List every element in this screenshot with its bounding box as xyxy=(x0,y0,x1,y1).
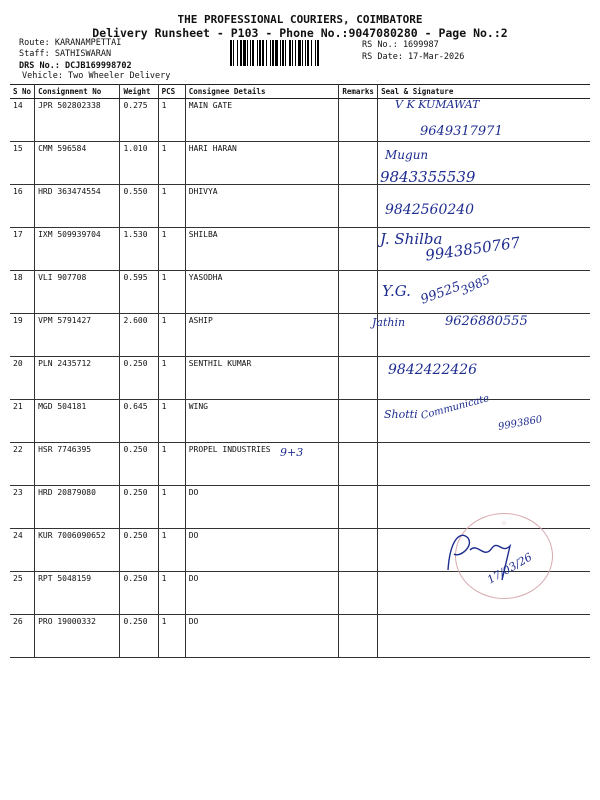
row-weight: 1.530 xyxy=(120,228,158,271)
row-signature xyxy=(378,615,590,658)
row-weight: 0.250 xyxy=(120,443,158,486)
row-remarks xyxy=(339,486,378,529)
table-row xyxy=(10,185,590,228)
row-sno: 14 xyxy=(10,99,35,142)
row-sno: 22 xyxy=(10,443,35,486)
hand-r20-phone: 9842422426 xyxy=(388,362,478,378)
barcode-bar xyxy=(240,40,242,66)
barcode-bar xyxy=(247,40,248,66)
row-sno: 17 xyxy=(10,228,35,271)
handwritten-signature xyxy=(440,520,540,590)
hand-r18-phone-a: 99525 xyxy=(418,279,463,308)
barcode-bar xyxy=(275,40,278,66)
route-label: Route: KARANAMPETTAI xyxy=(19,38,122,48)
row-remarks xyxy=(339,357,378,400)
row-weight: 0.550 xyxy=(120,185,158,228)
rs-date-label: RS Date: 17-Mar-2026 xyxy=(362,52,465,62)
row-remarks xyxy=(339,99,378,142)
row-remarks xyxy=(339,572,378,615)
barcode-bar xyxy=(302,40,303,66)
row-remarks xyxy=(339,529,378,572)
row-consignee: DO xyxy=(185,486,339,529)
row-consignee: SHILBA xyxy=(185,228,339,271)
row-consignment: RPT 5048159 xyxy=(35,572,120,615)
hand-r19-phone: 9626880555 xyxy=(445,314,528,329)
row-sno: 18 xyxy=(10,271,35,314)
row-remarks xyxy=(339,271,378,314)
row-pcs: 1 xyxy=(158,529,185,572)
barcode-bar xyxy=(257,40,258,66)
barcode-bar xyxy=(270,40,271,66)
row-consignment: IXM 509939704 xyxy=(35,228,120,271)
row-pcs: 1 xyxy=(158,142,185,185)
row-consignment: PRO 19000332 xyxy=(35,615,120,658)
row-consignee: YASODHA xyxy=(185,271,339,314)
row-sno: 25 xyxy=(10,572,35,615)
row-remarks xyxy=(339,228,378,271)
row-remarks xyxy=(339,185,378,228)
barcode-bar xyxy=(230,40,232,66)
row-consignment: PLN 2435712 xyxy=(35,357,120,400)
hand-r15-phone: 9843355539 xyxy=(380,168,476,186)
row-sno: 19 xyxy=(10,314,35,357)
hand-r16-phone: 9842560240 xyxy=(385,202,475,218)
barcode-bar xyxy=(289,40,291,66)
barcode-bar xyxy=(250,40,251,66)
row-pcs: 1 xyxy=(158,99,185,142)
row-remarks xyxy=(339,615,378,658)
col-remarks: Remarks xyxy=(339,85,378,99)
row-remarks xyxy=(339,142,378,185)
col-consignment: Consignment No xyxy=(35,85,120,99)
row-consignment: KUR 7006090652 xyxy=(35,529,120,572)
barcode xyxy=(230,40,356,66)
staff-label: Staff: SATHISWARAN xyxy=(19,49,112,59)
row-signature xyxy=(378,443,590,486)
row-consignment: VLI 907708 xyxy=(35,271,120,314)
row-pcs: 1 xyxy=(158,271,185,314)
hand-r17-sig: J. Shilba xyxy=(380,230,443,248)
barcode-bar xyxy=(243,40,246,66)
barcode-bar xyxy=(315,40,316,66)
col-pcs: PCS xyxy=(158,85,185,99)
table-row xyxy=(10,357,590,400)
row-weight: 0.595 xyxy=(120,271,158,314)
row-consignment: JPR 502802338 xyxy=(35,99,120,142)
barcode-bar xyxy=(305,40,306,66)
barcode-bar xyxy=(272,40,274,66)
table-row xyxy=(10,271,590,314)
row-weight: 0.250 xyxy=(120,529,158,572)
row-weight: 0.250 xyxy=(120,486,158,529)
row-consignment: HRD 363474554 xyxy=(35,185,120,228)
company-title: THE PROFESSIONAL COURIERS, COIMBATORE xyxy=(177,13,423,26)
row-sno: 20 xyxy=(10,357,35,400)
vehicle-label: Vehicle: Two Wheeler Delivery xyxy=(22,71,171,81)
col-signature: Seal & Signature xyxy=(378,85,590,99)
row-consignment: MGD 504181 xyxy=(35,400,120,443)
row-consignment: HSR 7746395 xyxy=(35,443,120,486)
barcode-bar xyxy=(295,40,296,66)
row-pcs: 1 xyxy=(158,357,185,400)
row-weight: 0.250 xyxy=(120,357,158,400)
table-row xyxy=(10,142,590,185)
barcode-bar xyxy=(317,40,319,66)
hand-stamp-date: 17/03/26 xyxy=(485,550,535,587)
row-consignee: MAIN GATE xyxy=(185,99,339,142)
table-row xyxy=(10,615,590,658)
hand-r18-phone-b: 3985 xyxy=(458,272,493,298)
hand-r19-sig: Jathin xyxy=(372,316,406,329)
row-weight: 0.250 xyxy=(120,615,158,658)
barcode-bar xyxy=(311,40,312,66)
rs-no-label: RS No.: 1699987 xyxy=(362,40,439,50)
hand-r21-sig-b: Communicate xyxy=(419,393,491,422)
row-sno: 15 xyxy=(10,142,35,185)
row-consignee: SENTHIL KUMAR xyxy=(185,357,339,400)
barcode-bar xyxy=(282,40,284,66)
drs-value: DRS No.: DCJB169998702 xyxy=(19,61,132,71)
row-consignee: PROPEL INDUSTRIES xyxy=(185,443,339,486)
row-consignee: ASHIP xyxy=(185,314,339,357)
row-weight: 2.600 xyxy=(120,314,158,357)
row-consignee: DO xyxy=(185,529,339,572)
barcode-bar xyxy=(259,40,261,66)
row-consignee: HARI HARAN xyxy=(185,142,339,185)
row-pcs: 1 xyxy=(158,185,185,228)
barcode-bar xyxy=(285,40,286,66)
hand-r14-phone: 9649317971 xyxy=(420,124,503,139)
hand-r22-note: 9+3 xyxy=(280,446,304,459)
row-pcs: 1 xyxy=(158,228,185,271)
hand-r15-sig: Mugun xyxy=(385,148,429,162)
row-consignment: CMM 596584 xyxy=(35,142,120,185)
hand-r18-sig: Y.G. xyxy=(382,282,411,300)
barcode-bar xyxy=(252,40,254,66)
barcode-bar xyxy=(298,40,301,66)
col-consignee: Consignee Details xyxy=(185,85,339,99)
row-consignee: DO xyxy=(185,572,339,615)
row-consignee: WING xyxy=(185,400,339,443)
barcode-bar xyxy=(266,40,267,66)
row-weight: 0.645 xyxy=(120,400,158,443)
row-sno: 26 xyxy=(10,615,35,658)
barcode-bar xyxy=(262,40,264,66)
col-weight: Weight xyxy=(120,85,158,99)
hand-r17-phone: 9943850767 xyxy=(424,233,522,265)
row-sno: 16 xyxy=(10,185,35,228)
company-seal: ○ xyxy=(455,513,553,599)
row-remarks xyxy=(339,400,378,443)
row-signature xyxy=(378,400,590,443)
row-consignee: DO xyxy=(185,615,339,658)
hand-r21-sig-a: Shotti xyxy=(384,408,418,421)
row-consignee: DHIVYA xyxy=(185,185,339,228)
barcode-bar xyxy=(307,40,309,66)
row-weight: 0.275 xyxy=(120,99,158,142)
hand-r21-phone: 9993860 xyxy=(497,414,544,433)
row-pcs: 1 xyxy=(158,400,185,443)
row-pcs: 1 xyxy=(158,572,185,615)
row-sno: 23 xyxy=(10,486,35,529)
barcode-bar xyxy=(233,40,234,66)
row-pcs: 1 xyxy=(158,314,185,357)
row-sno: 21 xyxy=(10,400,35,443)
row-pcs: 1 xyxy=(158,486,185,529)
hand-r14-name: V K KUMAWAT xyxy=(395,98,480,111)
row-weight: 0.250 xyxy=(120,572,158,615)
row-sno: 24 xyxy=(10,529,35,572)
barcode-bar xyxy=(237,40,238,66)
table-row xyxy=(10,99,590,142)
row-pcs: 1 xyxy=(158,443,185,486)
row-remarks xyxy=(339,443,378,486)
row-weight: 1.010 xyxy=(120,142,158,185)
col-sno: S No xyxy=(10,85,35,99)
row-consignment: VPM 5791427 xyxy=(35,314,120,357)
barcode-bar xyxy=(292,40,293,66)
runsheet-subtitle: Delivery Runsheet - P103 - Phone No.:9047080280 - Page No.:2 xyxy=(92,26,508,40)
barcode-bar xyxy=(280,40,281,66)
row-consignment: HRD 20879080 xyxy=(35,486,120,529)
row-pcs: 1 xyxy=(158,615,185,658)
table-header-row xyxy=(10,85,590,99)
